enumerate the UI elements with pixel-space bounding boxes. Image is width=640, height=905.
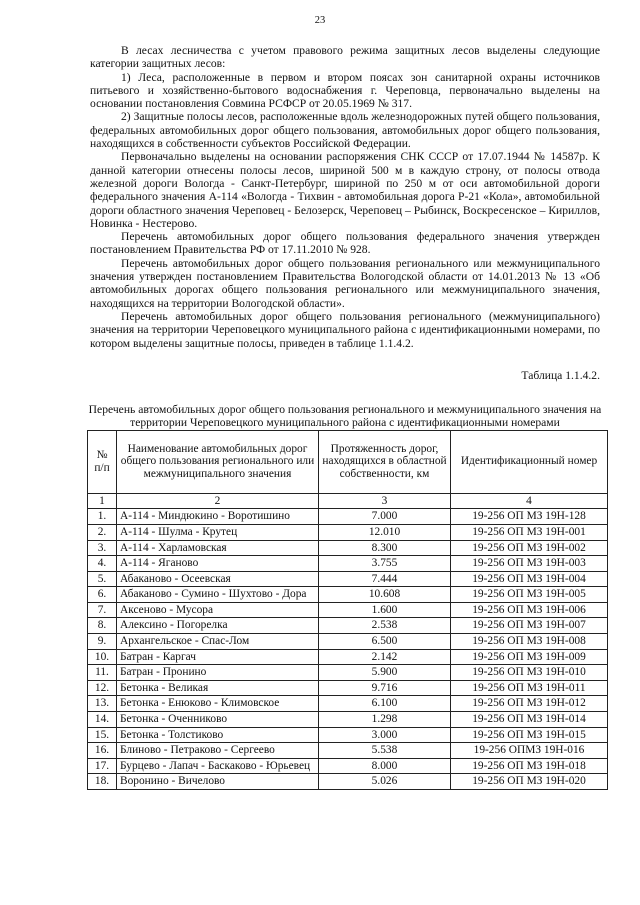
cell-road-name: Бетонка - Великая bbox=[117, 680, 319, 696]
cell-road-name: Бетонка - Толстиково bbox=[117, 727, 319, 743]
header-number: № п/п bbox=[88, 430, 117, 493]
roads-table bbox=[87, 430, 608, 790]
column-number: 2 bbox=[117, 493, 319, 509]
cell-identifier: 19-256 ОП МЗ 19Н-012 bbox=[451, 696, 608, 712]
cell-identifier: 19-256 ОП МЗ 19Н-018 bbox=[451, 758, 608, 774]
cell-length: 7.000 bbox=[319, 509, 451, 525]
table-row bbox=[88, 680, 608, 696]
cell-number: 1. bbox=[88, 509, 117, 525]
header-length: Протяженность дорог, находящихся в областной собственности, км bbox=[319, 430, 451, 493]
column-number: 1 bbox=[88, 493, 117, 509]
cell-length: 5.900 bbox=[319, 665, 451, 681]
table-row bbox=[88, 556, 608, 572]
table-row bbox=[88, 727, 608, 743]
cell-length: 2.538 bbox=[319, 618, 451, 634]
cell-number: 2. bbox=[88, 524, 117, 540]
cell-length: 6.100 bbox=[319, 696, 451, 712]
table-row bbox=[88, 712, 608, 728]
cell-identifier: 19-256 ОП МЗ 19Н-002 bbox=[451, 540, 608, 556]
cell-road-name: Батран - Каргач bbox=[117, 649, 319, 665]
table-title: Перечень автомобильных дорог общего пользования регионального и межмуниципального значения на территории Череповецкого муниципального района с идентификационными номерами bbox=[88, 403, 602, 430]
table-row bbox=[88, 758, 608, 774]
cell-road-name: Аксеново - Мусора bbox=[117, 602, 319, 618]
cell-length: 12.010 bbox=[319, 524, 451, 540]
cell-road-name: Архангельское - Спас-Лом bbox=[117, 634, 319, 650]
cell-number: 11. bbox=[88, 665, 117, 681]
table-row bbox=[88, 649, 608, 665]
paragraph: В лесах лесничества с учетом правового режима защитных лесов выделены следующие категории защитных лесов: bbox=[90, 44, 600, 71]
paragraph: 1) Леса, расположенные в первом и втором поясах зон санитарной охраны источников питьевого и хозяйственно-бытового водоснабжения г. Череповца, первоначально выделены на основании постановления Совмина РСФСР от 20.05.1969 № 317. bbox=[90, 70, 600, 111]
cell-road-name: Воронино - Вичелово bbox=[117, 774, 319, 790]
cell-identifier: 19-256 ОП МЗ 19Н-008 bbox=[451, 634, 608, 650]
page-number: 23 bbox=[314, 15, 326, 26]
cell-length: 1.298 bbox=[319, 712, 451, 728]
cell-length: 8.000 bbox=[319, 758, 451, 774]
cell-length: 5.026 bbox=[319, 774, 451, 790]
paragraph: Первоначально выделены на основании распоряжения СНК СССР от 17.07.1944 № 14587р. К данной категории отнесены полосы лесов, шириной 500 м в каждую строну, от полосы отвода железной дороги Вологда - Санкт-Петербург, шириной по 250 м от оси автомобильной дороги федерального значения А-114 «Вологда - Тихвин - автомобильная дорога Р-21 «Кола», автомобильной дороги областного значения Череповец - Белозерск, Череповец – Рыбинск, Воскресенское – Кириллов, Новинка - Нестерово. bbox=[90, 150, 600, 230]
table-row bbox=[88, 743, 608, 759]
cell-identifier: 19-256 ОП МЗ 19Н-010 bbox=[451, 665, 608, 681]
cell-identifier: 19-256 ОП МЗ 19Н-009 bbox=[451, 649, 608, 665]
cell-identifier: 19-256 ОП МЗ 19Н-001 bbox=[451, 524, 608, 540]
cell-road-name: Бетонка - Енюково - Климовское bbox=[117, 696, 319, 712]
cell-road-name: Алексино - Погорелка bbox=[117, 618, 319, 634]
table-row bbox=[88, 696, 608, 712]
cell-number: 7. bbox=[88, 602, 117, 618]
table-body bbox=[88, 509, 608, 790]
cell-road-name: Бурцево - Лапач - Баскаково - Юрьевец bbox=[117, 758, 319, 774]
cell-identifier: 19-256 ОП МЗ 19Н-014 bbox=[451, 712, 608, 728]
cell-length: 2.142 bbox=[319, 649, 451, 665]
cell-identifier: 19-256 ОП МЗ 19Н-007 bbox=[451, 618, 608, 634]
table-label: Таблица 1.1.4.2. bbox=[521, 368, 600, 382]
table-row bbox=[88, 665, 608, 681]
cell-length: 6.500 bbox=[319, 634, 451, 650]
cell-number: 8. bbox=[88, 618, 117, 634]
cell-length: 10.608 bbox=[319, 587, 451, 603]
cell-number: 16. bbox=[88, 743, 117, 759]
cell-number: 14. bbox=[88, 712, 117, 728]
column-number: 3 bbox=[319, 493, 451, 509]
table-row bbox=[88, 540, 608, 556]
cell-identifier: 19-256 ОП МЗ 19Н-011 bbox=[451, 680, 608, 696]
cell-identifier: 19-256 ОП МЗ 19Н-004 bbox=[451, 571, 608, 587]
cell-length: 9.716 bbox=[319, 680, 451, 696]
cell-identifier: 19-256 ОП МЗ 19Н-015 bbox=[451, 727, 608, 743]
cell-number: 9. bbox=[88, 634, 117, 650]
table-row bbox=[88, 774, 608, 790]
column-number: 4 bbox=[451, 493, 608, 509]
table-row bbox=[88, 602, 608, 618]
cell-number: 6. bbox=[88, 587, 117, 603]
cell-road-name: Бетонка - Оченниково bbox=[117, 712, 319, 728]
cell-road-name: А-114 - Яганово bbox=[117, 556, 319, 572]
column-numbers-row bbox=[88, 493, 608, 509]
cell-length: 5.538 bbox=[319, 743, 451, 759]
cell-road-name: А-114 - Харламовская bbox=[117, 540, 319, 556]
cell-number: 13. bbox=[88, 696, 117, 712]
paragraph: Перечень автомобильных дорог общего пользования федерального значения утвержден постановлением Правительства РФ от 17.11.2010 № 928. bbox=[90, 230, 600, 257]
cell-number: 3. bbox=[88, 540, 117, 556]
table-row bbox=[88, 524, 608, 540]
cell-identifier: 19-256 ОП МЗ 19Н-128 bbox=[451, 509, 608, 525]
header-identifier: Идентификационный номер bbox=[451, 430, 608, 493]
cell-identifier: 19-256 ОП МЗ 19Н-020 bbox=[451, 774, 608, 790]
cell-road-name: Батран - Пронино bbox=[117, 665, 319, 681]
cell-road-name: Абаканово - Сумино - Шухтово - Дора bbox=[117, 587, 319, 603]
header-road-name: Наименование автомобильных дорог общего пользования регионального или межмуниципального значения bbox=[117, 430, 319, 493]
cell-number: 18. bbox=[88, 774, 117, 790]
cell-length: 3.000 bbox=[319, 727, 451, 743]
cell-road-name: Блиново - Петраково - Сергеево bbox=[117, 743, 319, 759]
cell-road-name: Абаканово - Осеевская bbox=[117, 571, 319, 587]
cell-length: 3.755 bbox=[319, 556, 451, 572]
cell-number: 12. bbox=[88, 680, 117, 696]
cell-number: 17. bbox=[88, 758, 117, 774]
table-row bbox=[88, 587, 608, 603]
cell-number: 10. bbox=[88, 649, 117, 665]
cell-length: 1.600 bbox=[319, 602, 451, 618]
paragraph: Перечень автомобильных дорог общего пользования регионального или межмуниципального значения утвержден постановлением Правительства Вологодской области от 14.01.2013 № 13 «Об автомобильных дорогах общего пользования регионального или межмуниципального значения, находящихся на территории Вологодской области». bbox=[90, 256, 600, 310]
cell-road-name: А-114 - Шулма - Крутец bbox=[117, 524, 319, 540]
cell-length: 7.444 bbox=[319, 571, 451, 587]
cell-number: 15. bbox=[88, 727, 117, 743]
paragraph: 2) Защитные полосы лесов, расположенные вдоль железнодорожных путей общего пользования, федеральных автомобильных дорог общего пользования, автомобильных дорог общего пользования, находящихся в собственности субъектов Российской Федерации. bbox=[90, 110, 600, 151]
cell-identifier: 19-256 ОП МЗ 19Н-005 bbox=[451, 587, 608, 603]
paragraph: Перечень автомобильных дорог общего пользования регионального (межмуниципального) значения на территории Череповецкого муниципального района с идентификационными номерами, по котором выделены защитные полосы, приведен в таблице 1.1.4.2. bbox=[90, 309, 600, 350]
table-row bbox=[88, 634, 608, 650]
document-body bbox=[90, 44, 600, 790]
table-header-row bbox=[88, 430, 608, 493]
table-row bbox=[88, 509, 608, 525]
cell-identifier: 19-256 ОП МЗ 19Н-003 bbox=[451, 556, 608, 572]
cell-length: 8.300 bbox=[319, 540, 451, 556]
cell-identifier: 19-256 ОПМЗ 19Н-016 bbox=[451, 743, 608, 759]
table-row bbox=[88, 618, 608, 634]
cell-number: 5. bbox=[88, 571, 117, 587]
table-row bbox=[88, 571, 608, 587]
cell-identifier: 19-256 ОП МЗ 19Н-006 bbox=[451, 602, 608, 618]
cell-number: 4. bbox=[88, 556, 117, 572]
cell-road-name: А-114 - Миндюкино - Воротишино bbox=[117, 509, 319, 525]
